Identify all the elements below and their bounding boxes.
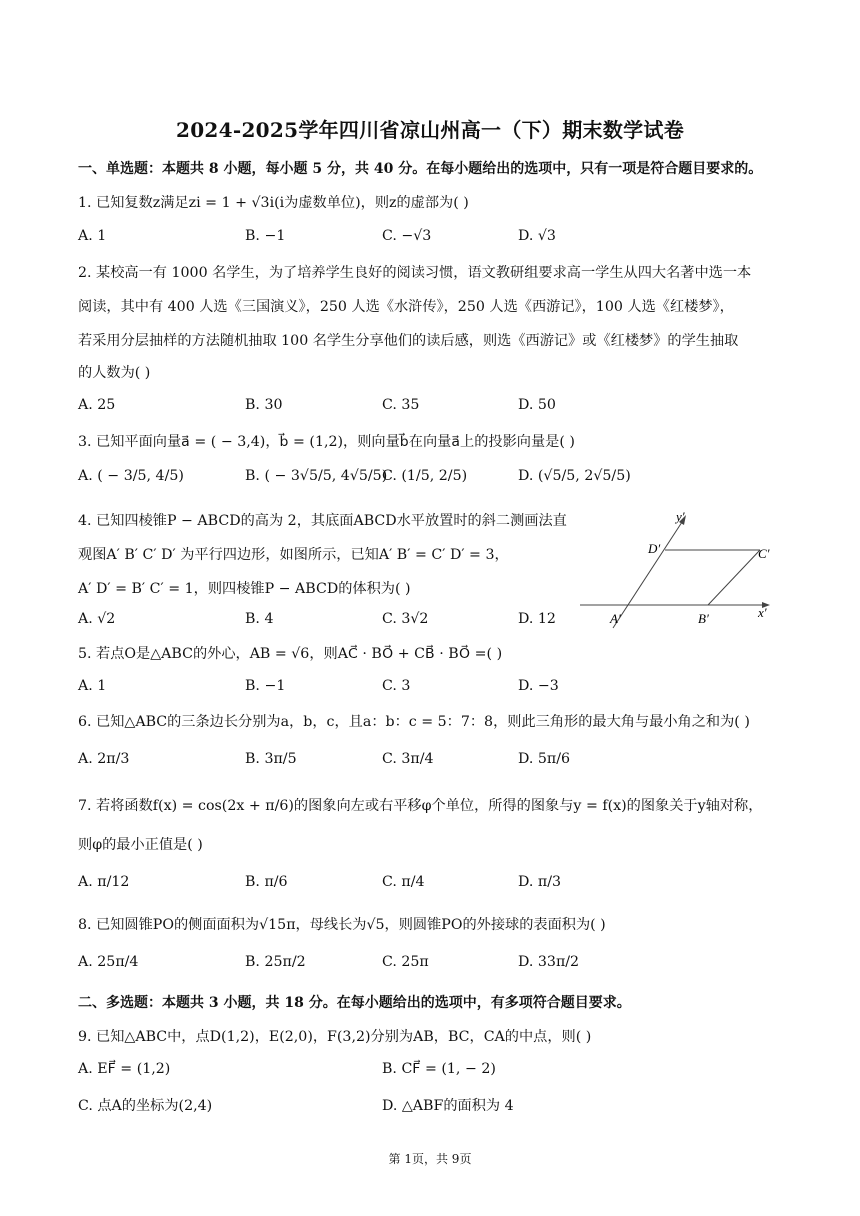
page-title: 2024-2025学年四川省凉山州高一（下）期末数学试卷	[175, 118, 685, 142]
question-4-option-a: A. √2	[78, 611, 116, 627]
label-y-axis: y′	[676, 509, 685, 524]
question-8-option-d: D. 33π/2	[518, 954, 580, 970]
question-6-option-c: C. 3π/4	[382, 751, 434, 767]
question-3-option-a: A. ( − 3/5, 4/5)	[78, 468, 184, 484]
question-9-stem: 9. 已知△ABC中，点D(1,2)，E(2,0)，F(3,2)分别为AB，BC，CA的中点，则( )	[78, 1029, 592, 1045]
question-6-option-d: D. 5π/6	[518, 751, 571, 767]
question-2-option-c: C. 35	[382, 397, 420, 413]
question-7-option-b: B. π/6	[245, 874, 288, 890]
label-vertex-b: B′	[698, 611, 709, 626]
question-1-option-b: B. −1	[245, 228, 286, 244]
edge-c-b	[708, 550, 760, 605]
question-9-option-b: B. CF⃗ = (1, − 2)	[382, 1061, 496, 1077]
question-2-line-1: 2. 某校高一有 1000 名学生，为了培养学生良好的阅读习惯，语文教研组要求高一学生从四大名著中选一本	[78, 265, 752, 281]
question-1-option-c: C. −√3	[382, 228, 432, 244]
question-2-line-4: 的人数为( )	[78, 365, 151, 381]
parallelogram-figure	[578, 505, 778, 630]
label-vertex-a: A′	[610, 611, 621, 626]
question-9-option-a: A. EF⃗ = (1,2)	[78, 1061, 171, 1077]
question-2-line-3: 若采用分层抽样的方法随机抽取 100 名学生分享他们的读后感，则选《西游记》或《红楼梦》的学生抽取	[78, 333, 739, 349]
label-vertex-c: C′	[758, 546, 770, 561]
question-5-option-c: C. 3	[382, 678, 411, 694]
question-5-option-d: D. −3	[518, 678, 559, 694]
question-5-option-b: B. −1	[245, 678, 286, 694]
label-vertex-d: D′	[648, 541, 661, 556]
question-9-option-d: D. △ABF的面积为 4	[382, 1098, 514, 1114]
question-2-option-a: A. 25	[78, 397, 116, 413]
question-4-line-1: 4. 已知四棱锥P − ABCD的高为 2，其底面ABCD水平放置时的斜二测画法直	[78, 513, 567, 529]
question-7-option-d: D. π/3	[518, 874, 562, 890]
question-4-line-3: A′ D′ = B′ C′ = 1，则四棱锥P − ABCD的体积为( )	[78, 581, 411, 597]
question-7-option-a: A. π/12	[78, 874, 130, 890]
question-1-option-d: D. √3	[518, 228, 556, 244]
question-4-option-d: D. 12	[518, 611, 556, 627]
question-3-stem: 3. 已知平面向量a⃗ = ( − 3,4)，b⃗ = (1,2)，则向量b⃗在向量a⃗上的投影向量是( )	[78, 434, 575, 450]
question-3-option-d: D. (√5/5, 2√5/5)	[518, 468, 631, 484]
question-8-option-a: A. 25π/4	[78, 954, 139, 970]
question-7-line-1: 7. 若将函数f(x) = cos(2x + π/6)的图象向左或右平移φ个单位，所得的图象与y = f(x)的图象关于y轴对称，	[78, 798, 763, 814]
question-7-option-c: C. π/4	[382, 874, 425, 890]
section-heading-single-choice: 一、单选题：本题共 8 小题，每小题 5 分，共 40 分。在每小题给出的选项中，只有一项是符合题目要求的。	[78, 161, 763, 177]
question-6-option-a: A. 2π/3	[78, 751, 130, 767]
question-8-stem: 8. 已知圆锥PO的侧面面积为√15π，母线长为√5，则圆锥PO的外接球的表面积为( )	[78, 917, 606, 933]
question-5-option-a: A. 1	[78, 678, 107, 694]
question-3-option-c: C. (1/5, 2/5)	[382, 468, 468, 484]
page-footer: 第 1页，共 9页	[388, 1152, 472, 1166]
question-8-option-c: C. 25π	[382, 954, 429, 970]
question-6-option-b: B. 3π/5	[245, 751, 297, 767]
label-x-axis: x′	[758, 605, 767, 620]
y-axis-line	[613, 519, 684, 628]
section-heading-multiple-choice: 二、多选题：本题共 3 小题，共 18 分。在每小题给出的选项中，有多项符合题目要求。	[78, 995, 631, 1011]
question-4-option-b: B. 4	[245, 611, 274, 627]
question-1-option-a: A. 1	[78, 228, 107, 244]
question-3-option-b: B. ( − 3√5/5, 4√5/5)	[245, 468, 388, 484]
question-2-option-b: B. 30	[245, 397, 283, 413]
question-8-option-b: B. 25π/2	[245, 954, 306, 970]
question-6-stem: 6. 已知△ABC的三条边长分别为a，b，c，且a：b：c = 5：7：8，则此三角形的最大角与最小角之和为( )	[78, 714, 750, 730]
question-2-line-2: 阅读，其中有 400 人选《三国演义》，250 人选《水浒传》，250 人选《西游记》，100 人选《红楼梦》，	[78, 299, 734, 315]
question-4-option-c: C. 3√2	[382, 611, 429, 627]
question-4-line-2: 观图A′ B′ C′ D′ 为平行四边形，如图所示，已知A′ B′ = C′ D′ = 3，	[78, 547, 509, 563]
question-9-option-c: C. 点A的坐标为(2,4)	[78, 1098, 213, 1114]
question-5-stem: 5. 若点O是△ABC的外心，AB = √6，则AC⃗ · BO⃗ + CB⃗ · BO⃗ =( )	[78, 646, 503, 662]
question-2-option-d: D. 50	[518, 397, 556, 413]
question-1-stem: 1. 已知复数z满足zi = 1 + √3i(i为虚数单位)，则z的虚部为( )	[78, 195, 469, 211]
question-7-line-2: 则φ的最小正值是( )	[78, 837, 203, 853]
